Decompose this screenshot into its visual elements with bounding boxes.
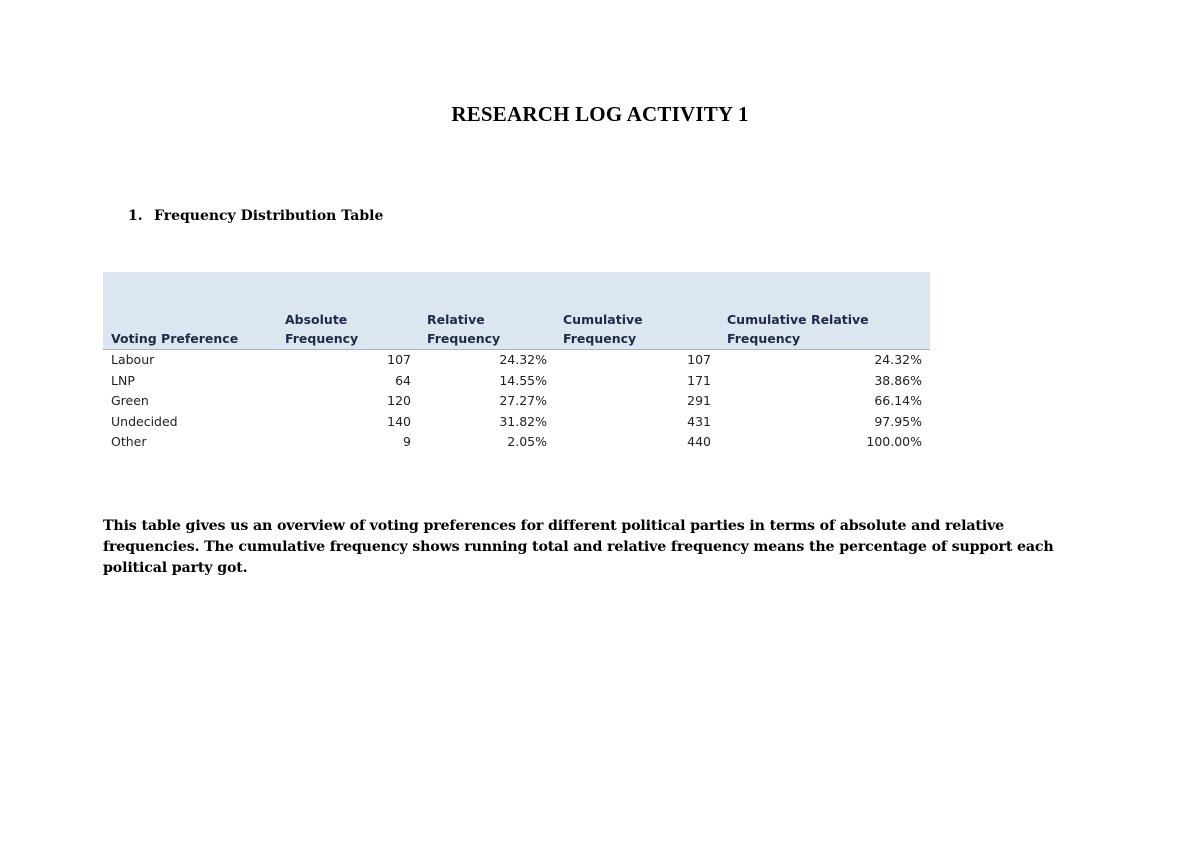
frequency-distribution-table [103,272,930,453]
cell-cumulative: 107 [687,352,711,368]
cell-absolute: 140 [387,413,411,429]
cell-cumulative-relative: 100.00% [866,434,922,450]
table-row [103,350,930,371]
cell-preference: Other [111,434,147,450]
section-heading [128,208,383,224]
table-row [103,371,930,392]
cell-cumulative: 291 [687,393,711,409]
header-voting-preference: Voting Preference [103,272,277,350]
table-row [103,432,930,453]
cell-cumulative-relative: 66.14% [874,393,922,409]
cell-absolute: 64 [395,372,411,388]
cell-cumulative: 431 [687,413,711,429]
section-heading-text: Frequency Distribution Table [154,208,384,224]
section-number: 1. [128,208,143,224]
cell-relative: 14.55% [499,372,547,388]
cell-relative: 2.05% [507,434,547,450]
header-relative-frequency: Relative Frequency [419,272,555,350]
cell-cumulative-relative: 24.32% [874,352,922,368]
cell-absolute: 9 [403,434,411,450]
cell-relative: 24.32% [499,352,547,368]
cell-cumulative-relative: 97.95% [874,413,922,429]
cell-cumulative: 171 [687,372,711,388]
table-row [103,391,930,412]
cell-relative: 27.27% [499,393,547,409]
page-title: RESEARCH LOG ACTIVITY 1 [451,102,749,126]
frequency-table-container [103,272,930,453]
cell-cumulative-relative: 38.86% [874,372,922,388]
summary-paragraph: This table gives us an overview of voting preferences for different political parties in terms of absolute and relative frequencies. The cumulative frequency shows running total and relative frequency means the percentage of support each political party got. [103,518,1054,576]
header-cumulative-frequency: Cumulative Frequency [555,272,719,350]
cell-absolute: 107 [387,352,411,368]
header-absolute-frequency: Absolute Frequency [277,272,419,350]
cell-relative: 31.82% [499,413,547,429]
cell-preference: LNP [111,372,135,388]
header-cumulative-relative-frequency: Cumulative Relative Frequency [719,272,930,350]
cell-preference: Undecided [111,413,178,429]
table-header-row [103,272,930,350]
cell-absolute: 120 [387,393,411,409]
cell-preference: Labour [111,352,155,368]
cell-preference: Green [111,393,149,409]
cell-cumulative: 440 [687,434,711,450]
table-row [103,412,930,433]
